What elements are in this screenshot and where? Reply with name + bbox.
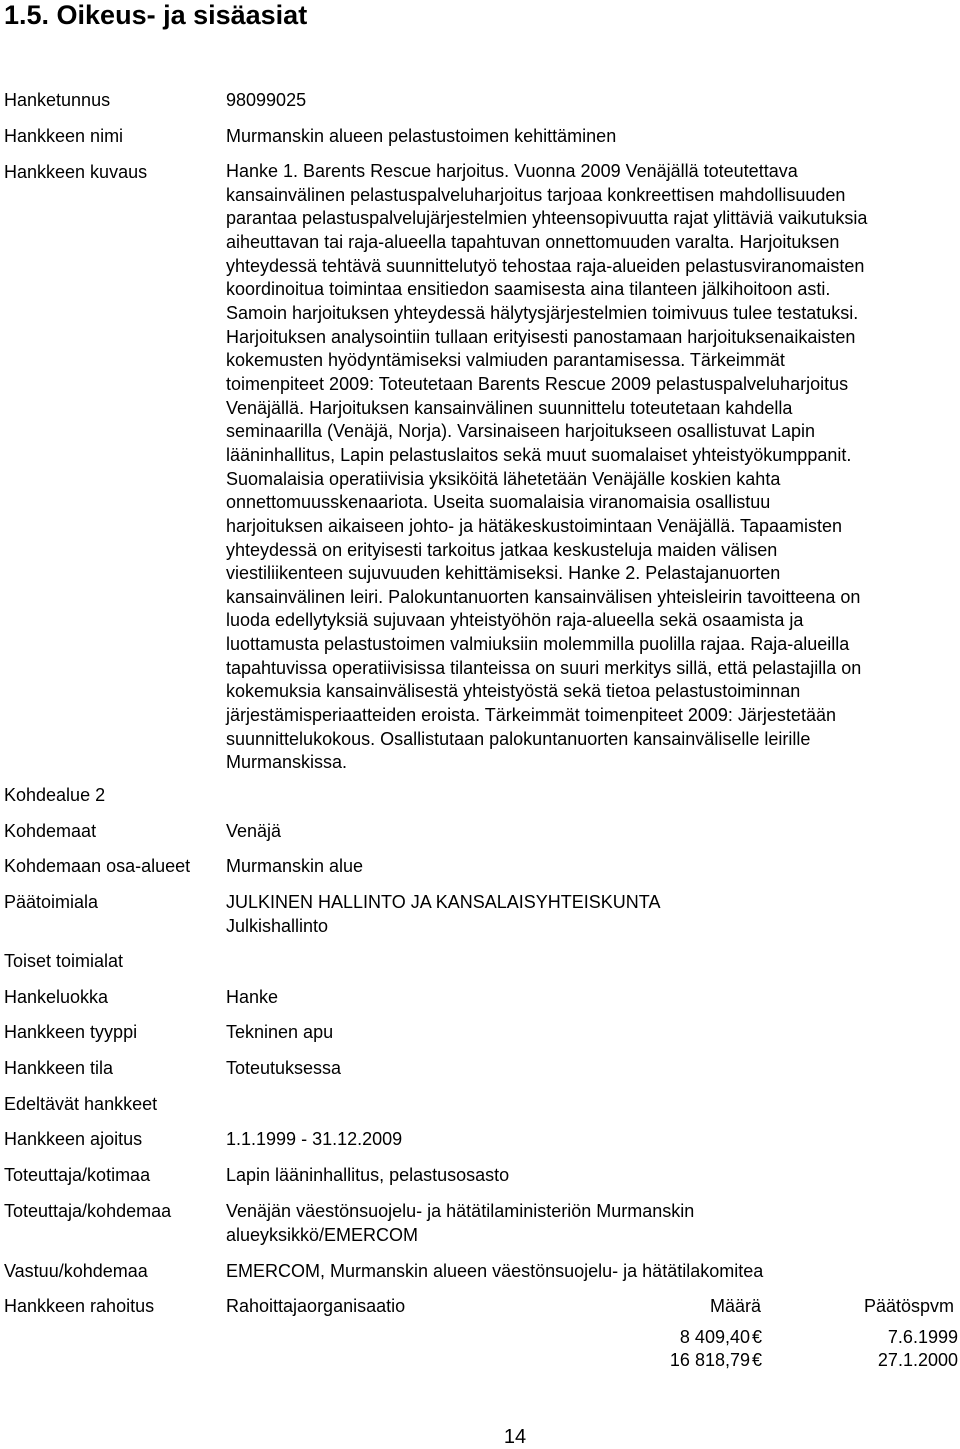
- label-hankeluokka: Hankeluokka: [4, 987, 109, 1007]
- funding-row-2-currency: €: [752, 1350, 763, 1370]
- description-line: yhteydessä on erityisesti tarkoitus jatkaa keskusteluja maiden välisen: [226, 539, 778, 560]
- label-hankkeen-tyyppi: Hankkeen tyyppi: [4, 1022, 138, 1042]
- description-line: luottamusta pelastustoimen valmiuksiin molemmilla puolilla rajaa. Raja-alueilla: [226, 634, 850, 655]
- label-toteuttaja-kotimaa: Toteuttaja/kotimaa: [4, 1165, 151, 1185]
- description-line: seminaarilla (Venäjä, Norja). Varsinaiseen harjoitukseen osallistuvat Lapin: [226, 421, 815, 442]
- value-hankkeen-nimi: Murmanskin alueen pelastustoimen kehittäminen: [226, 126, 617, 146]
- value-kohdemaat: Venäjä: [226, 821, 282, 841]
- label-kohdealue: Kohdealue 2: [4, 785, 106, 805]
- page-title: 1.5. Oikeus- ja sisäasiat: [4, 0, 308, 30]
- label-toiset-toimialat: Toiset toimialat: [4, 951, 124, 971]
- description-line: Harjoituksen analysointiin tullaan erityisesti panostamaan harjoituksenaikaisten: [226, 326, 856, 347]
- description-line: suunnittelukokous. Osallistutaan palokuntanuorten kansainväliselle leirille: [226, 728, 811, 749]
- label-hankkeen-nimi: Hankkeen nimi: [4, 126, 124, 146]
- description-line: parantaa pelastuspalvelujärjestelmien yhteensopivuutta rajat ylittäviä vaikutuksia: [226, 208, 868, 229]
- value-hankkeen-ajoitus: 1.1.1999 - 31.12.2009: [226, 1129, 403, 1149]
- description-line: Suomalaisia operatiivisia yksiköitä lähetetään Venäjälle koskien kahta: [226, 468, 781, 489]
- description-line: Venäjällä. Harjoituksen kansainvälinen suunnittelu toteutetaan kahdella: [226, 397, 793, 418]
- description-line: Hanke 1. Barents Rescue harjoitus. Vuonna 2009 Venäjällä toteutettava: [226, 161, 798, 181]
- funding-row-1-amount: 8 409,40: [679, 1327, 750, 1347]
- label-paatoimiala: Päätoimiala: [4, 892, 99, 912]
- funding-column-amount: Määrä: [709, 1296, 761, 1316]
- description-line: Samoin harjoituksen yhteydessä hälytysjärjestelmien toimivuus tulee testatuksi.: [226, 302, 859, 323]
- value-toteuttaja-kohdemaa-2: alueyksikkö/EMERCOM: [226, 1225, 419, 1245]
- value-paatoimiala-2: Julkishallinto: [226, 916, 329, 936]
- description-line: toimenpiteet 2009: Toteutetaan Barents Rescue 2009 pelastuspalveluharjoitus: [226, 373, 849, 394]
- value-paatoimiala-1: JULKINEN HALLINTO JA KANSALAISYHTEISKUNTA: [226, 892, 661, 912]
- description-line: viestiliikenteen sujuvuuden kehittämiseksi. Hanke 2. Pelastajanuorten: [226, 563, 781, 584]
- label-hankkeen-rahoitus: Hankkeen rahoitus: [4, 1296, 155, 1316]
- description-line: aiheuttavan tai raja-alueella tapahtuvan onnettomuuden varalta. Harjoituksen: [226, 231, 840, 252]
- funding-row-2-date: 27.1.2000: [877, 1350, 958, 1370]
- description-line: koordinoitua toimintaa ensitiedon saamisesta aina tilanteen jälkihoitoon asti.: [226, 279, 831, 300]
- funding-column-date: Päätöspvm: [863, 1296, 954, 1316]
- funding-row-1-currency: €: [752, 1327, 763, 1347]
- value-toteuttaja-kohdemaa-1: Venäjän väestönsuojelu- ja hätätilaministeriön Murmanskin: [226, 1201, 695, 1221]
- label-hankkeen-tila: Hankkeen tila: [4, 1058, 114, 1078]
- label-osa-alueet: Kohdemaan osa-alueet: [4, 856, 191, 876]
- description-paragraph: [226, 160, 954, 775]
- label-hanketunnus: Hanketunnus: [4, 90, 111, 110]
- funding-row-1-date: 7.6.1999: [887, 1327, 958, 1347]
- description-line: harjoituksen aikaiseen johto- ja hätäkeskustoimintaan Venäjällä. Tapaamisten: [226, 515, 843, 536]
- funding-row-2-amount: 16 818,79: [669, 1350, 750, 1370]
- description-line: Murmanskissa.: [226, 752, 348, 773]
- value-toteuttaja-kotimaa: Lapin lääninhallitus, pelastusosasto: [226, 1165, 510, 1185]
- description-line: kansainvälinen pelastuspalveluharjoitus tarjoaa konkreettisen mahdollisuuden: [226, 184, 846, 205]
- description-line: järjestämisperiaatteiden eroista. Tärkeimmät toimenpiteet 2009: Järjestetään: [226, 705, 836, 726]
- label-edeltavat-hankkeet: Edeltävät hankkeet: [4, 1094, 158, 1114]
- description-line: kansainvälinen leiri. Palokuntanuorten kansainvälisen yhteisleirin tavoitteena on: [226, 586, 861, 607]
- description-line: luoda edellytyksiä sujuvaan yhteistyöhön raja-alueella sekä osaamista ja: [226, 610, 804, 631]
- funding-column-organisation: Rahoittajaorganisaatio: [226, 1296, 406, 1316]
- value-vastuu-kohdemaa: EMERCOM, Murmanskin alueen väestönsuojelu- ja hätätilakomitea: [226, 1261, 764, 1281]
- label-toteuttaja-kohdemaa: Toteuttaja/kohdemaa: [4, 1201, 172, 1221]
- description-line: tapahtuvissa operatiivisissa tilanteissa on suuri merkitys sillä, että pelastajilla on: [226, 657, 862, 678]
- value-osa-alueet: Murmanskin alue: [226, 856, 364, 876]
- label-hankkeen-ajoitus: Hankkeen ajoitus: [4, 1129, 143, 1149]
- value-hankeluokka: Hanke: [226, 987, 279, 1007]
- page-number: 14: [503, 1426, 527, 1448]
- description-line: onnettomuusskenaariota. Useita suomalaisia viranomaisia osallistuu: [226, 492, 771, 513]
- label-vastuu-kohdemaa: Vastuu/kohdemaa: [4, 1261, 148, 1281]
- value-hankkeen-tila: Toteutuksessa: [226, 1058, 342, 1078]
- description-line: lääninhallitus, Lapin pelastuslaitos sekä muut suomalaiset yhteistyökumppanit.: [226, 444, 852, 465]
- description-line: kokemuksia kansainvälisestä yhteistyöstä sekä tietoa pelastustoiminnan: [226, 681, 801, 702]
- value-hanketunnus: 98099025: [226, 90, 307, 110]
- label-kohdemaat: Kohdemaat: [4, 821, 97, 841]
- description-line: yhteydessä tehtävä suunnittelutyö tehostaa raja-alueiden pelastusviranomaisten: [226, 255, 865, 276]
- description-line: kokemusten hyödyntämiseksi valmiuden parantamisessa. Tärkeimmät: [226, 350, 785, 371]
- value-hankkeen-tyyppi: Tekninen apu: [226, 1022, 334, 1042]
- label-hankkeen-kuvaus: Hankkeen kuvaus: [4, 162, 148, 182]
